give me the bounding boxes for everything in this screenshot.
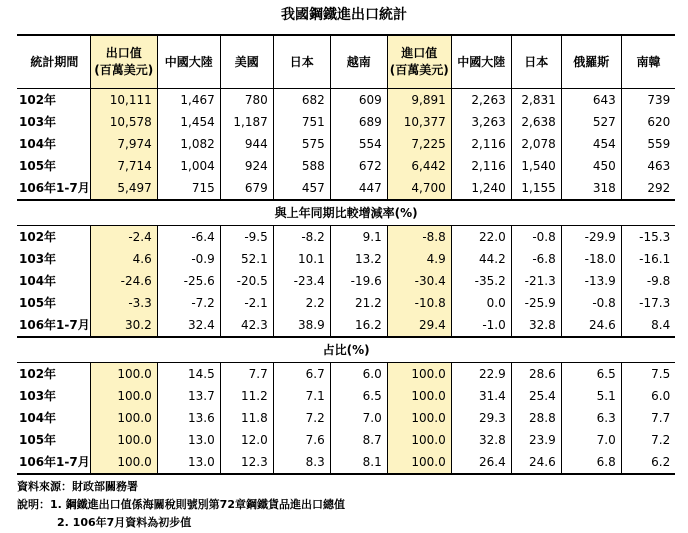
row-label: 102年: [19, 367, 57, 381]
table-cell: -7.2: [157, 292, 220, 314]
table-cell: 25.4: [511, 385, 561, 407]
table-cell: 100.0: [387, 407, 451, 429]
table-cell: -23.4: [273, 270, 330, 292]
section-header-row: [17, 337, 675, 363]
table-cell: 1,454: [157, 111, 220, 133]
table-cell: -0.9: [157, 248, 220, 270]
table-row: [17, 363, 675, 386]
table-cell: 7.2: [621, 429, 675, 451]
header-export-usa: 美國: [220, 35, 273, 89]
table-cell: 7,714: [90, 155, 157, 177]
table-cell: 22.0: [451, 226, 511, 249]
table-cell: 7.0: [330, 407, 387, 429]
explanation-note-1: 說明：1. 鋼鐵進出口值係海關稅則號別第72章鋼鐵貨品進出口總值: [17, 498, 345, 511]
table-cell: 2,116: [451, 155, 511, 177]
table-row: [17, 133, 675, 155]
table-row: [17, 177, 675, 200]
table-cell: 2,638: [511, 111, 561, 133]
row-label: 105年: [19, 296, 57, 310]
table-cell: 11.2: [220, 385, 273, 407]
table-cell: 13.0: [157, 451, 220, 474]
table-cell: 1,004: [157, 155, 220, 177]
table-cell: 1,240: [451, 177, 511, 200]
row-label: 106年1-7月: [17, 451, 90, 474]
table-cell: 2.2: [273, 292, 330, 314]
table-cell: -13.9: [561, 270, 621, 292]
table-cell: 7.2: [273, 407, 330, 429]
header-row: [17, 35, 675, 89]
header-export-unit: (百萬美元): [94, 63, 154, 77]
table-cell: 1,155: [511, 177, 561, 200]
table-cell: -35.2: [451, 270, 511, 292]
table-cell: -0.8: [561, 292, 621, 314]
table-cell: 689: [330, 111, 387, 133]
table-row: [17, 226, 675, 249]
table-cell: 1,540: [511, 155, 561, 177]
table-cell: 1,082: [157, 133, 220, 155]
table-cell: 42.3: [220, 314, 273, 337]
table-row: [17, 407, 675, 429]
table-cell: 6.5: [561, 363, 621, 386]
table-cell: 31.4: [451, 385, 511, 407]
table-cell: 13.0: [157, 429, 220, 451]
table-cell: -0.8: [511, 226, 561, 249]
table-cell: 0.0: [451, 292, 511, 314]
table-cell: 6.7: [273, 363, 330, 386]
table-cell: 7.5: [621, 363, 675, 386]
table-cell: 38.9: [273, 314, 330, 337]
table-row: [17, 89, 675, 112]
table-cell: 3,263: [451, 111, 511, 133]
table-cell: 10,377: [387, 111, 451, 133]
table-cell: 14.5: [157, 363, 220, 386]
row-label: 105年: [19, 433, 57, 447]
table-cell: 100.0: [387, 451, 451, 474]
table-cell: 2,263: [451, 89, 511, 112]
table-cell: 100.0: [387, 363, 451, 386]
header-export-vietnam: 越南: [330, 35, 387, 89]
row-label: 104年: [19, 137, 57, 151]
table-cell: 7.0: [561, 429, 621, 451]
table-cell: 924: [220, 155, 273, 177]
table-cell: 21.2: [330, 292, 387, 314]
table-cell: 4.6: [90, 248, 157, 270]
table-cell: 5,497: [90, 177, 157, 200]
table-cell: 6.8: [561, 451, 621, 474]
table-cell: 26.4: [451, 451, 511, 474]
table-cell: 643: [561, 89, 621, 112]
table-cell: -19.6: [330, 270, 387, 292]
row-label: 103年: [19, 115, 57, 129]
table-cell: -3.3: [90, 292, 157, 314]
header-import-total: [387, 35, 451, 89]
table-cell: 457: [273, 177, 330, 200]
header-export-total: [90, 35, 157, 89]
table-cell: -9.5: [220, 226, 273, 249]
table-cell: 24.6: [561, 314, 621, 337]
table-cell: 13.6: [157, 407, 220, 429]
section-header-row: [17, 200, 675, 226]
row-label: 105年: [19, 159, 57, 173]
header-export-japan: 日本: [273, 35, 330, 89]
table-cell: 7,225: [387, 133, 451, 155]
table-row: [17, 429, 675, 451]
explanation-note-2: 2. 106年7月資料為初步值: [57, 516, 192, 529]
table-row: [17, 155, 675, 177]
row-label: 103年: [19, 252, 57, 266]
header-import-label: 進口值: [401, 46, 438, 60]
section-title: 占比(%): [17, 337, 675, 363]
table-cell: 6.0: [621, 385, 675, 407]
table-cell: 8.4: [621, 314, 675, 337]
table-cell: 5.1: [561, 385, 621, 407]
table-cell: 679: [220, 177, 273, 200]
table-cell: 10.1: [273, 248, 330, 270]
header-import-china: 中國大陸: [451, 35, 511, 89]
header-import-unit: (百萬美元): [389, 63, 449, 77]
header-export-china: 中國大陸: [157, 35, 220, 89]
source-note: 資料來源：財政部關務署: [17, 480, 138, 493]
table-cell: 6.2: [621, 451, 675, 474]
steel-trade-table: [17, 34, 675, 475]
row-label: 102年: [19, 93, 57, 107]
header-period: 統計期間: [17, 35, 90, 89]
table-cell: 454: [561, 133, 621, 155]
row-label: 106年1-7月: [17, 177, 90, 200]
table-cell: -6.8: [511, 248, 561, 270]
table-row: [17, 111, 675, 133]
table-cell: -8.8: [387, 226, 451, 249]
table-cell: 10,578: [90, 111, 157, 133]
table-cell: 7.1: [273, 385, 330, 407]
table-cell: 100.0: [90, 407, 157, 429]
table-body: [17, 35, 675, 474]
table-cell: 13.2: [330, 248, 387, 270]
table-cell: 715: [157, 177, 220, 200]
table-cell: 32.8: [451, 429, 511, 451]
header-import-korea: 南韓: [621, 35, 675, 89]
table-cell: 450: [561, 155, 621, 177]
table-cell: 447: [330, 177, 387, 200]
table-title: 我國鋼鐵進出口統計: [281, 7, 407, 23]
table-cell: 32.8: [511, 314, 561, 337]
table-cell: 682: [273, 89, 330, 112]
table-cell: 7,974: [90, 133, 157, 155]
table-cell: 7.7: [621, 407, 675, 429]
row-label: 102年: [19, 230, 57, 244]
table-row: [17, 248, 675, 270]
table-cell: 8.1: [330, 451, 387, 474]
table-row: [17, 451, 675, 474]
table-cell: 6.5: [330, 385, 387, 407]
table-cell: 6,442: [387, 155, 451, 177]
table-cell: -17.3: [621, 292, 675, 314]
header-import-russia: 俄羅斯: [561, 35, 621, 89]
table-cell: 100.0: [90, 363, 157, 386]
row-label: 104年: [19, 274, 57, 288]
table-cell: 100.0: [90, 385, 157, 407]
table-cell: -29.9: [561, 226, 621, 249]
table-cell: 620: [621, 111, 675, 133]
table-cell: -18.0: [561, 248, 621, 270]
table-cell: 29.4: [387, 314, 451, 337]
table-row: [17, 270, 675, 292]
table-cell: 318: [561, 177, 621, 200]
table-cell: 575: [273, 133, 330, 155]
header-import-japan: 日本: [511, 35, 561, 89]
table-cell: 559: [621, 133, 675, 155]
table-cell: 12.0: [220, 429, 273, 451]
table-cell: -2.4: [90, 226, 157, 249]
table-cell: 609: [330, 89, 387, 112]
section-title: 與上年同期比較增減率(%): [17, 200, 675, 226]
table-cell: 22.9: [451, 363, 511, 386]
table-cell: 29.3: [451, 407, 511, 429]
table-cell: 52.1: [220, 248, 273, 270]
row-label: 103年: [19, 389, 57, 403]
table-cell: 2,078: [511, 133, 561, 155]
table-cell: -2.1: [220, 292, 273, 314]
table-cell: 1,187: [220, 111, 273, 133]
table-cell: 7.6: [273, 429, 330, 451]
table-cell: -24.6: [90, 270, 157, 292]
table-cell: -30.4: [387, 270, 451, 292]
table-cell: 554: [330, 133, 387, 155]
table-cell: 780: [220, 89, 273, 112]
notes: [17, 478, 345, 532]
row-label: 106年1-7月: [17, 314, 90, 337]
table-cell: 292: [621, 177, 675, 200]
table-cell: 13.7: [157, 385, 220, 407]
table-row: [17, 314, 675, 337]
table-cell: -25.6: [157, 270, 220, 292]
table-cell: 10,111: [90, 89, 157, 112]
table-cell: 9.1: [330, 226, 387, 249]
table-cell: 6.3: [561, 407, 621, 429]
table-cell: 24.6: [511, 451, 561, 474]
table-row: [17, 385, 675, 407]
table-cell: 6.0: [330, 363, 387, 386]
table-cell: 32.4: [157, 314, 220, 337]
table-cell: -21.3: [511, 270, 561, 292]
table-cell: 100.0: [387, 429, 451, 451]
table-cell: 944: [220, 133, 273, 155]
table-cell: 4.9: [387, 248, 451, 270]
table-cell: 588: [273, 155, 330, 177]
table-cell: 100.0: [90, 429, 157, 451]
header-export-label: 出口值: [105, 46, 142, 60]
table-cell: 2,116: [451, 133, 511, 155]
table-cell: 30.2: [90, 314, 157, 337]
table-cell: -25.9: [511, 292, 561, 314]
table-cell: -6.4: [157, 226, 220, 249]
row-label: 104年: [19, 411, 57, 425]
table-cell: 12.3: [220, 451, 273, 474]
table-cell: 4,700: [387, 177, 451, 200]
table-cell: 2,831: [511, 89, 561, 112]
table-cell: 739: [621, 89, 675, 112]
table-cell: 8.7: [330, 429, 387, 451]
table-cell: -10.8: [387, 292, 451, 314]
table-cell: 9,891: [387, 89, 451, 112]
table-cell: 672: [330, 155, 387, 177]
table-cell: 23.9: [511, 429, 561, 451]
table-row: [17, 292, 675, 314]
table-cell: 527: [561, 111, 621, 133]
table-cell: 751: [273, 111, 330, 133]
table-cell: 1,467: [157, 89, 220, 112]
table-cell: 16.2: [330, 314, 387, 337]
table-cell: 28.8: [511, 407, 561, 429]
table-cell: 100.0: [387, 385, 451, 407]
table-cell: -20.5: [220, 270, 273, 292]
table-cell: -15.3: [621, 226, 675, 249]
table-cell: 463: [621, 155, 675, 177]
table-cell: 8.3: [273, 451, 330, 474]
table-cell: -1.0: [451, 314, 511, 337]
table-cell: 100.0: [90, 451, 157, 474]
table-cell: 11.8: [220, 407, 273, 429]
table-cell: -9.8: [621, 270, 675, 292]
table-cell: 44.2: [451, 248, 511, 270]
table-cell: -8.2: [273, 226, 330, 249]
table-cell: 7.7: [220, 363, 273, 386]
table-cell: 28.6: [511, 363, 561, 386]
table-cell: -16.1: [621, 248, 675, 270]
